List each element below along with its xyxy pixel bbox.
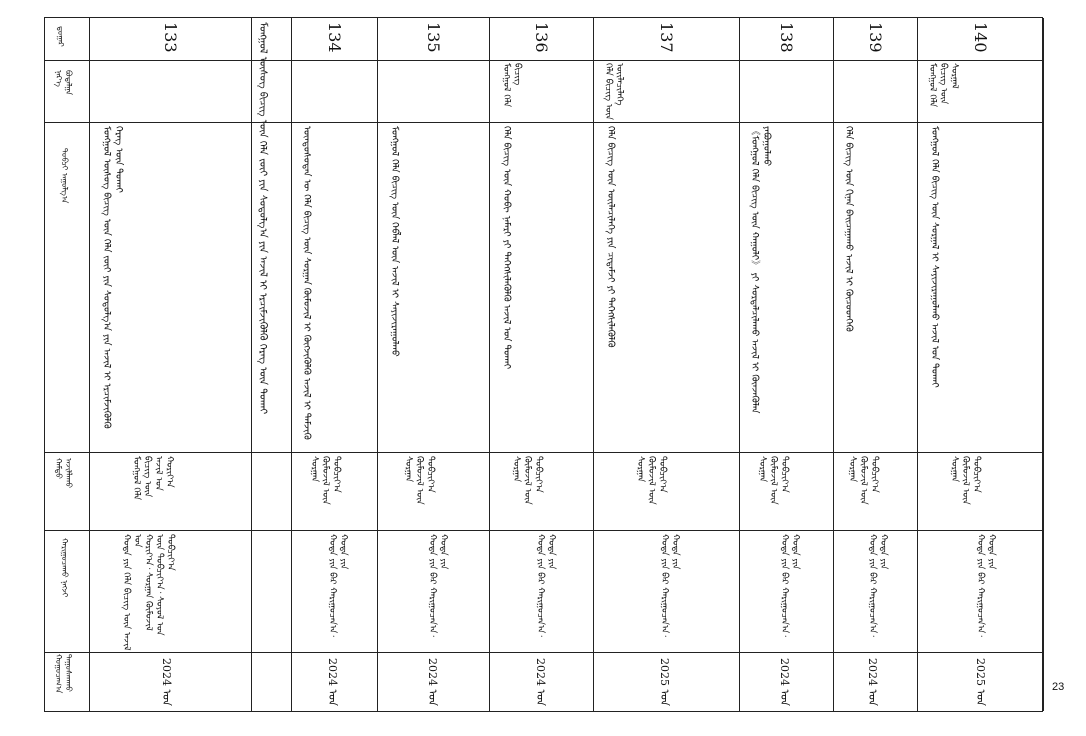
row-number: 133	[161, 21, 180, 53]
row-number: 135	[424, 21, 443, 53]
row-summary: ᠬᠡᠯᠡ ᠪᠢᠴᠢᠭ ᠦᠨ ᠬᠢᠨᠠᠨ ᠪᠠᠢᠴᠠᠭᠠᠬᠤ ᠠᠵᠢᠯ ᠢ ᠬᠦᠴᠦᠳᠬᠡᠬᠦ	[843, 126, 854, 332]
row-number: 139	[866, 21, 885, 53]
row-summary: ᠦᠨᠳᠦᠰᠦᠲᠡᠨ ᠦ ᠬᠡᠯᠡ ᠪᠢᠴᠢᠭ ᠦᠨ ᠰᠤᠷᠭᠠᠨ ᠬᠦᠮᠦᠵᠢᠯ ᠢ ᠬᠦᠭᠵᠢᠭᠦᠯᠬᠦ ᠠᠵᠢᠯ ᠢ ᠳᠡᠮᠵᠢᠬᠦ	[301, 126, 312, 440]
row-resp: ᠬᠣᠲᠠ ᠶᠢᠨ ᠪᠠᠷ ᠬᠠᠷᠢᠭᠤᠴᠠᠨ᠎ᠠ᠂ ᠬᠤᠲᠠ ᠶᠢᠨ	[779, 534, 800, 640]
row-year: 2025 ᠣᠨ	[974, 658, 987, 706]
band-line	[45, 530, 1042, 531]
row-unit: ᠰᠤᠷᠭᠠᠨ ᠬᠦᠮᠦᠵᠢᠯ ᠦᠨ ᠲᠣᠪᠴᠢᠶ᠎ᠠ	[403, 456, 435, 505]
row-unit: ᠰᠤᠷᠭᠠᠨ ᠬᠦᠮᠦᠵᠢᠯ ᠦᠨ ᠲᠣᠪᠴᠢᠶ᠎ᠠ	[847, 456, 879, 505]
row-resp: ᠬᠣᠲᠠ ᠶᠢᠨ ᠪᠠᠷ ᠬᠠᠷᠢᠭᠤᠴᠠᠨ᠎ᠠ᠂ ᠬᠤᠲᠠ ᠶᠢᠨ	[427, 534, 448, 640]
row-title: ᠮᠣᠩᠭᠣᠯ ᠬᠡᠯᠡ ᠪᠢᠴᠢᠭ ᠦᠨ ᠰᠤᠷᠭᠠᠯ	[927, 63, 959, 108]
row-year: 2024 ᠣᠨ	[866, 658, 879, 706]
row-summary: ᠮᠣᠩᠭᠣᠯ ᠬᠡᠯᠡ ᠪᠢᠴᠢᠭ ᠦᠨ ᠬᠡᠪᠯᠡᠯ ᠦᠨ ᠠᠵᠢᠯ ᠢ ᠰᠠᠶᠢᠵᠢᠷᠠᠭᠤᠯᠬᠤ	[389, 126, 400, 357]
row-resp: ᠬᠣᠲᠠ ᠶᠢᠨ ᠪᠠᠷ ᠬᠠᠷᠢᠭᠤᠴᠠᠨ᠎ᠠ᠂ ᠬᠤᠲᠠ ᠶᠢᠨ	[867, 534, 888, 640]
row-year: 2024 ᠣᠨ	[534, 658, 547, 706]
row-summary: ᠮᠣᠩᠭᠣᠯ ᠬᠡᠯᠡ ᠪᠢᠴᠢᠭ ᠦᠨ ᠰᠤᠷᠭᠠᠯ ᠢ ᠰᠠᠶᠢᠵᠢᠷᠠᠭᠤᠯᠬᠤ ᠠᠵᠢᠯ ᠤᠨ ᠲᠤᠬᠠᠢ	[929, 126, 940, 388]
row-unit: ᠰᠤᠷᠭᠠᠨ ᠬᠦᠮᠦᠵᠢᠯ ᠦᠨ ᠲᠣᠪᠴᠢᠶ᠎ᠠ	[511, 456, 543, 505]
row-title: ᠮᠣᠩᠭᠣᠯ ᠬᠡᠯᠡ ᠪᠢᠴᠢᠭ	[501, 63, 522, 111]
row-summary: ᠬᠡᠯᠡ ᠪᠢᠴᠢᠭ ᠦᠨ ᠬᠤᠪᠢ ᠨᠡᠮᠡᠷᠢ ᠶᠢ ᠳᠡᠭᠡᠭᠰᠢᠯᠡᠭᠦᠯᠬᠦ ᠠᠵᠢᠯ ᠤᠨ ᠲᠤᠬᠠᠢ	[501, 126, 512, 370]
table-sheet	[44, 17, 1043, 712]
band-line	[45, 652, 1042, 653]
header-unit: ᠬᠠᠮᠲᠤ ᠠᠵᠢᠯᠯᠠᠬᠤ	[54, 458, 73, 489]
row-number: 136	[532, 21, 551, 53]
row-unit: ᠰᠤᠷᠭᠠᠨ ᠬᠦᠮᠦᠵᠢᠯ ᠦᠨ ᠲᠣᠪᠴᠢᠶ᠎ᠠ	[635, 456, 667, 505]
row-number: 137	[657, 21, 676, 53]
row-unit: ᠰᠤᠷᠭᠠᠨ ᠬᠦᠮᠦᠵᠢᠯ ᠦᠨ ᠲᠣᠪᠴᠢᠶ᠎ᠠ	[757, 456, 789, 505]
header-title: ᠨᠡᠷ᠎ᠡ ᠪᠣᠲᠠᠯᠭᠠ	[54, 70, 73, 95]
band-line	[45, 452, 1042, 453]
header-year: ᠬᠤᠭᠤᠴᠠᠭ᠎ᠠ ᠳᠠᠭᠤᠰᠬᠠᠬᠤ	[54, 654, 73, 694]
row-summary: ᠮᠣᠩᠭᠣᠯ ᠦᠰᠦᠭ ᠪᠢᠴᠢᠭ ᠦᠨ ᠬᠡᠯᠡ ᠵᠦᠢ ᠶᠢᠨ ᠰᠤᠳᠤᠯᠭ᠎ᠠ ᠶᠢᠨ ᠠᠵᠢᠯ ᠢ ᠡᠷᠴᠢᠮᠵᠢᠭᠦᠯᠬᠦ ᠬᠡᠷᠡᠭ ᠦᠨ ᠲᠤᠬᠠᠢ	[101, 126, 124, 432]
row-year: 2024 ᠣᠨ	[160, 658, 173, 706]
row-number: 140	[971, 21, 990, 53]
row-unit: ᠰᠤᠷᠭᠠᠨ ᠬᠦᠮᠦᠵᠢᠯ ᠦᠨ ᠲᠣᠪᠴᠢᠶ᠎ᠠ	[949, 456, 981, 505]
page-number: 23	[1052, 681, 1065, 693]
row-resp: ᠬᠣᠲᠠ ᠶᠢᠨ ᠬᠡᠯᠡ ᠪᠢᠴᠢᠭ ᠦᠨ ᠠᠵᠢᠯ ᠤᠨ ᠬᠣᠷᠢᠶ᠎ᠠ᠂ ᠰᠤᠷᠭᠠᠨ ᠬᠦᠮᠦᠵᠢᠯ ᠦᠨ ᠲᠣᠪᠴᠢᠶ᠎ᠠ᠂ ᠰᠤᠶᠤᠯ ᠤᠨ ᠲᠣᠪᠴᠢᠶ᠎ᠠ	[121, 534, 175, 651]
header-summary: ᠲᠣᠪᠴᠢ ᠠᠭᠤᠯᠭ᠎ᠠ	[60, 148, 69, 204]
row-number: 134	[325, 21, 344, 53]
row-year: 2024 ᠣᠨ	[326, 658, 339, 706]
header-resp: ᠬᠠᠷᠢᠭᠤᠴᠠᠬᠤ ᠨᠡᠭᠵᠢ	[60, 538, 69, 598]
row-resp: ᠬᠣᠲᠠ ᠶᠢᠨ ᠪᠠᠷ ᠬᠠᠷᠢᠭᠤᠴᠠᠨ᠎ᠠ᠂ ᠬᠤᠲᠠ ᠶᠢᠨ	[535, 534, 556, 640]
row-title	[100, 63, 240, 123]
row-wide-note: ᠮᠣᠩᠭᠣᠯ ᠦᠰᠦᠭ ᠪᠢᠴᠢᠭ ᠦᠨ ᠬᠡᠯᠡ ᠵᠦᠢ ᠶᠢᠨ ᠰᠤᠳᠤᠯᠭ᠎ᠠ ᠶᠢᠨ ᠠᠵᠢᠯ ᠢ ᠡᠷᠴᠢᠮᠵᠢᠭᠦᠯᠬᠦ ᠬᠡᠷᠡᠭ ᠦᠨ ᠲᠤᠬᠠᠢ	[257, 22, 268, 415]
row-unit: ᠮᠣᠩᠭᠣᠯ ᠬᠡᠯᠡ ᠪᠢᠴᠢᠭ ᠦᠨ ᠠᠵᠢᠯ ᠤᠨ ᠬᠣᠷᠢᠶ᠎ᠠ	[131, 456, 174, 501]
row-title: ᠬᠡᠯᠡ ᠪᠢᠴᠢᠭ ᠦᠨ ᠦᠢᠯᠡᠴᠢᠯᠡᠭᠡ	[603, 63, 624, 120]
header-num: ᠳ᠋ᠤᠭᠠᠷ	[56, 26, 65, 47]
band-line	[45, 122, 1042, 123]
row-resp: ᠬᠣᠲᠠ ᠶᠢᠨ ᠪᠠᠷ ᠬᠠᠷᠢᠭᠤᠴᠠᠨ᠎ᠠ᠂ ᠬᠤᠲᠠ ᠶᠢᠨ	[327, 534, 348, 640]
row-resp: ᠬᠣᠲᠠ ᠶᠢᠨ ᠪᠠᠷ ᠬᠠᠷᠢᠭᠤᠴᠠᠨ᠎ᠠ᠂ ᠬᠤᠲᠠ ᠶᠢᠨ	[975, 534, 996, 640]
row-year: 2025 ᠣᠨ	[658, 658, 671, 706]
band-line	[45, 60, 1042, 61]
row-number: 138	[777, 21, 796, 53]
row-summary: 《ᠮᠣᠩᠭᠣᠯ ᠬᠡᠯᠡ ᠪᠢᠴᠢᠭ ᠦᠨ ᠬᠠᠭᠤᠯᠢ》 ᠶᠢ ᠰᠤᠷᠳᠠᠯᠴᠢᠯᠠᠬᠤ ᠠᠵᠢᠯ ᠢ ᠭᠦᠨᠵᠡᠭᠦᠯᠡᠨ ᠶᠠᠪᠤᠭᠤᠯᠬᠤ	[749, 126, 772, 417]
row-summary: ᠬᠡᠯᠡ ᠪᠢᠴᠢᠭ ᠦᠨ ᠦᠢᠯᠡᠴᠢᠯᠡᠭᠡ ᠶᠢᠨ ᠴᠢᠳᠠᠮᠵᠢ ᠶᠢ ᠳᠡᠭᠡᠭᠰᠢᠯᠡᠭᠦᠯᠬᠦ	[605, 126, 616, 348]
row-resp: ᠬᠣᠲᠠ ᠶᠢᠨ ᠪᠠᠷ ᠬᠠᠷᠢᠭᠤᠴᠠᠨ᠎ᠠ᠂ ᠬᠤᠲᠠ ᠶᠢᠨ	[659, 534, 680, 640]
row-year: 2024 ᠣᠨ	[426, 658, 439, 706]
row-year: 2024 ᠣᠨ	[778, 658, 791, 706]
row-unit: ᠰᠤᠷᠭᠠᠨ ᠬᠦᠮᠦᠵᠢᠯ ᠦᠨ ᠲᠣᠪᠴᠢᠶ᠎ᠠ	[309, 456, 341, 505]
